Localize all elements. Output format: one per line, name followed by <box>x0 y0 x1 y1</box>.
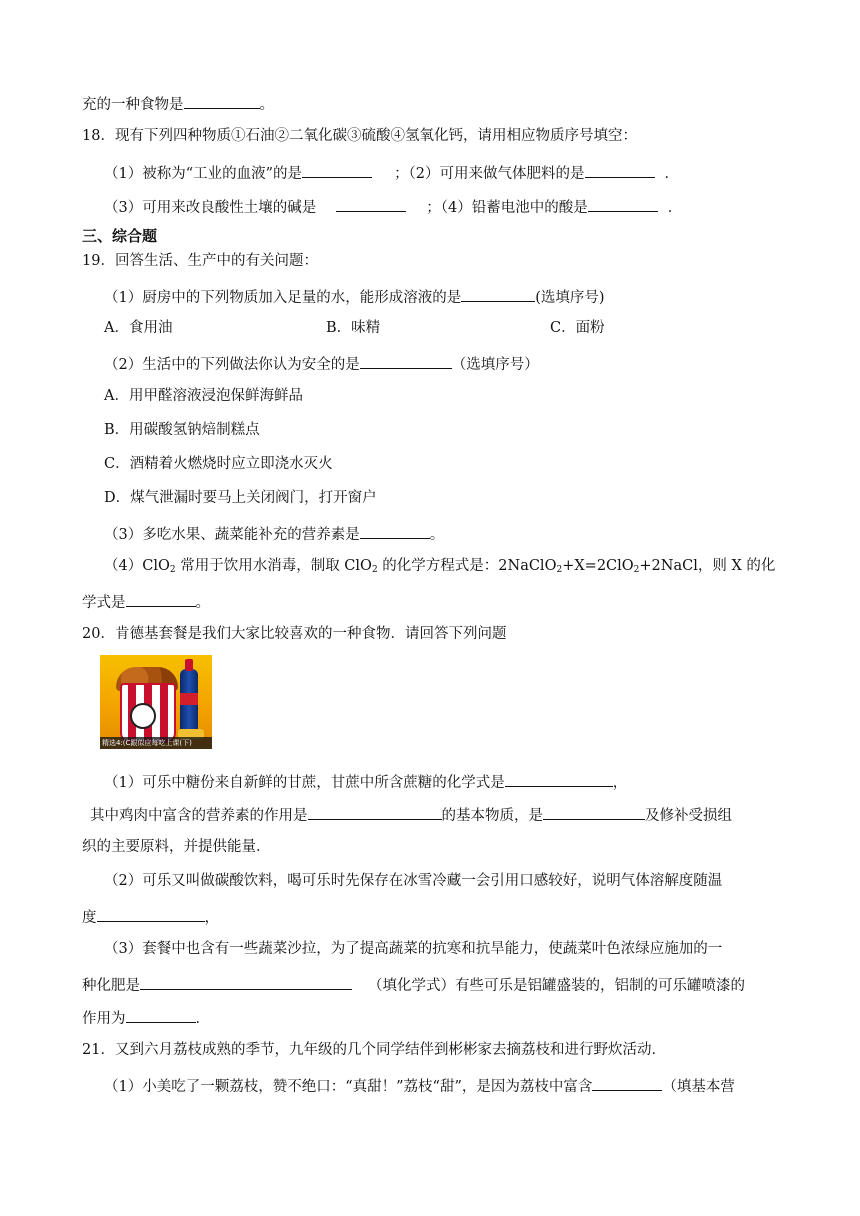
q17-tail-end: 。 <box>259 97 274 113</box>
q19-p2-option-a: A．用甲醛溶液浸泡保鲜海鲜品 <box>104 388 303 404</box>
q20-blank-6[interactable] <box>126 1006 196 1023</box>
q20-blank-4[interactable] <box>97 905 205 922</box>
q19-p3-end: 。 <box>429 527 445 543</box>
q20-stem: 20．肯德基套餐是我们大家比较喜欢的一种食物．请回答下列问题 <box>82 626 507 642</box>
q19-part1 <box>104 285 605 308</box>
q20-p2-end: ， <box>204 910 219 926</box>
q19-p4-b: 常用于饮用水消毒，制取 ClO <box>175 558 372 574</box>
q19-p4-e: +2NaCl，则 X 的化 <box>639 558 776 574</box>
q19-p2-option-c: C．酒精着火燃烧时应立即浇水灭火 <box>104 456 333 472</box>
q20-part3: （3）套餐中也含有一些蔬菜沙拉，为了提高蔬菜的抗寒和抗旱能力，使蔬菜叶色浓绿应施加的一 <box>104 941 723 957</box>
q20-p2b-text: 度 <box>82 910 97 926</box>
q19-p4-f: 学式是 <box>82 595 126 611</box>
q21-stem: 21．又到六月荔枝成熟的季节，九年级的几个同学结伴到彬彬家去摘荔枝和进行野炊活动． <box>82 1042 666 1058</box>
q19-p1-option-c: C．面粉 <box>550 320 605 336</box>
q19-p4-c: 的化学方程式是：2NaClO <box>377 558 557 574</box>
q20-p1b3-text: 及修补受损组 <box>645 808 732 824</box>
q18-line-2 <box>104 195 682 218</box>
q20-blank-2[interactable] <box>308 803 442 820</box>
q21-part1 <box>104 1074 735 1097</box>
q18-blank-2[interactable] <box>585 161 655 178</box>
q20-part1-line2 <box>90 803 732 826</box>
q17-tail-line <box>82 92 274 115</box>
kfc-meal-image <box>100 655 212 749</box>
subscript: 2 <box>633 565 640 575</box>
section-heading: 三、综合题 <box>82 227 158 245</box>
q19-p3-text: （3）多吃水果、蔬菜能补充的营养素是 <box>104 527 360 543</box>
q17-answer-blank[interactable] <box>184 92 260 109</box>
q21-p1-text: （1）小美吃了一颗荔枝，赞不绝口：“真甜！”荔枝“甜”，是因为荔枝中富含 <box>104 1079 593 1095</box>
subscript: 2 <box>169 565 176 575</box>
q18-part1-text: （1）被称为“工业的血液”的是 <box>104 166 303 182</box>
q19-p2-option-b: B．用碳酸氢钠焙制糕点 <box>104 422 260 438</box>
colonel-logo-icon <box>130 703 156 729</box>
q20-part3-line3 <box>82 1006 210 1029</box>
q20-p3b-text: 种化肥是 <box>82 978 140 994</box>
q20-part2-cont <box>82 905 219 928</box>
q18-stem: 18．现有下列四种物质①石油②二氧化碳③硫酸④氢氧化钙，请用相应物质序号填空： <box>82 128 637 144</box>
q20-p1-text: （1）可乐中糖份来自新鲜的甘蔗，甘蔗中所含蔗糖的化学式是 <box>104 775 505 791</box>
q19-p2-text: （2）生活中的下列做法你认为安全的是 <box>104 357 360 373</box>
q19-blank-2[interactable] <box>360 352 452 369</box>
q18-line-1 <box>104 161 679 184</box>
q19-p1-option-b: B．味精 <box>326 320 381 336</box>
q20-part1 <box>104 770 627 793</box>
q19-blank-1[interactable] <box>461 285 535 302</box>
q20-blank-3[interactable] <box>543 803 645 820</box>
image-caption: 精选4:(C跟似应每吃上课(下) <box>100 737 212 749</box>
q20-part3-line2 <box>82 973 745 996</box>
cola-bottle <box>180 669 198 733</box>
q19-part3 <box>104 522 444 545</box>
q18-l2-end: ． <box>667 200 683 216</box>
q20-p1b2-text: 的基本物质，是 <box>441 808 543 824</box>
q21-p1-end: （填基本营 <box>662 1079 735 1095</box>
q19-part4-cont <box>82 590 210 613</box>
q19-p1-option-a: A．食用油 <box>104 320 173 336</box>
q19-p4-a: （4）ClO <box>104 558 170 574</box>
q20-blank-5[interactable] <box>140 973 352 990</box>
q19-p2-end: （选填序号） <box>451 357 539 373</box>
q20-part2: （2）可乐又叫做碳酸饮料，喝可乐时先保存在冰雪冷藏一会引用口感较好，说明气体溶解度随温 <box>104 873 723 889</box>
q18-blank-4[interactable] <box>588 195 658 212</box>
q18-blank-1[interactable] <box>302 161 372 178</box>
q19-part2 <box>104 352 539 375</box>
q20-p3c-text: 作用为 <box>82 1011 126 1027</box>
subscript: 2 <box>371 565 378 575</box>
q18-part3-text: （3）可用来改良酸性土壤的碱是 <box>104 200 317 216</box>
q19-part4 <box>104 556 775 580</box>
q18-l1-end: ． <box>664 166 680 182</box>
q18-blank-3[interactable] <box>336 195 406 212</box>
q19-p4-end: 。 <box>195 595 210 611</box>
q20-blank-1[interactable] <box>505 770 613 787</box>
q19-p4-d: +X=2ClO <box>562 558 634 574</box>
q19-p1-end: (选填序号) <box>535 290 605 306</box>
q17-tail-text: 充的一种食物是 <box>82 97 184 113</box>
q20-p1-end: ， <box>612 775 628 791</box>
q19-blank-4[interactable] <box>126 590 196 607</box>
q21-blank-1[interactable] <box>592 1074 662 1091</box>
q19-p1-text: （1）厨房中的下列物质加入足量的水，能形成溶液的是 <box>104 290 462 306</box>
q19-blank-3[interactable] <box>360 522 430 539</box>
q19-p2-option-d: D．煤气泄漏时要马上关闭阀门，打开窗户 <box>104 490 377 506</box>
subscript: 2 <box>556 565 563 575</box>
q20-p3-end: ． <box>195 1011 210 1027</box>
q18-part2-text: ；（2）可用来做气体肥料的是 <box>394 166 585 182</box>
q19-stem: 19．回答生活、生产中的有关问题： <box>82 253 318 269</box>
q20-p3b2-text: （填化学式）有些可乐是铝罐盛装的，铝制的可乐罐喷漆的 <box>368 978 745 994</box>
q20-p1b-text: 其中鸡肉中富含的营养素的作用是 <box>90 808 308 824</box>
q18-part4-text: ；（4）铅蓄电池中的酸是 <box>426 200 588 216</box>
q20-part1-line3: 织的主要原料，并提供能量． <box>82 839 271 855</box>
